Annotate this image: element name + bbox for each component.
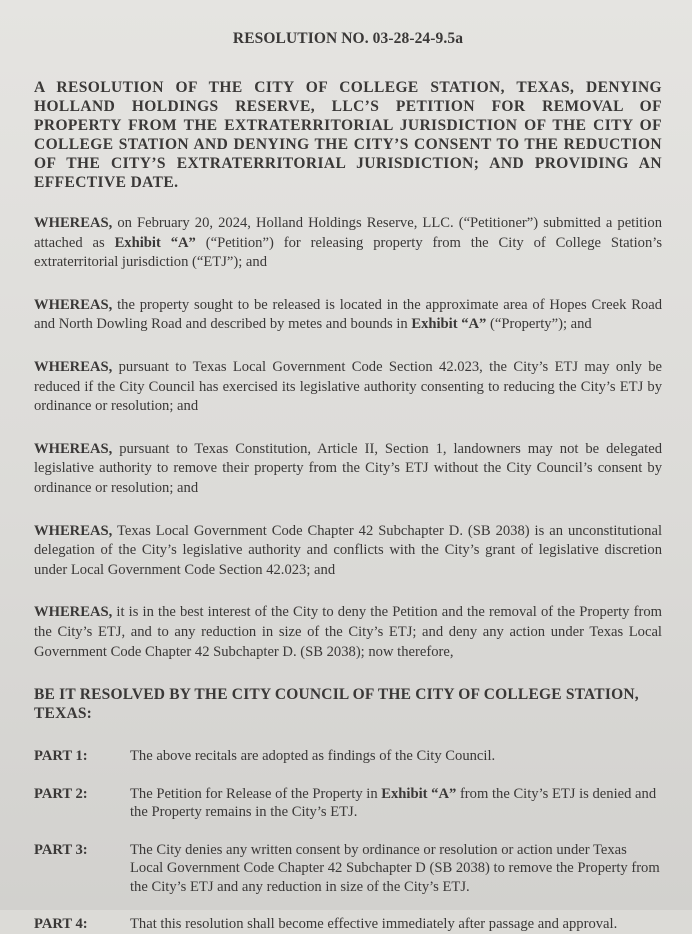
whereas-lead: WHEREAS, [34,440,113,457]
part-text-segment: That this resolution shall become effective immediately after passage and approval. [130,916,618,933]
part-3 [34,841,662,897]
whereas-lead: WHEREAS, [34,215,113,231]
whereas-text: it is in the best interest of the City to deny the Petition and the removal of the Property from the City’s ETJ, and to any reduction in size of the City’s ETJ; and deny any action under Texas Local Government Code Chapter 42 Subchapter D. (SB 2038); now therefore, [34,604,662,660]
part-2 [34,785,662,822]
part-text-segment: The City denies any written consent by ordinance or resolution or action under Texas Local Government Code Chapter 42 Subchapter D (SB 2038) to remove the Property from the City’s ETJ and any reduction in size of the City’s ETJ. [130,841,660,895]
part-text-segment: The Petition for Release of the Property in [130,785,382,802]
whereas-text: Texas Local Government Code Chapter 42 Subchapter D. (SB 2038) is an unconstitutional delegation of the City’s legislative authority and conflicts with the City’s grant of legislative discretion under Local Government Code Section 42.023; and [34,522,662,578]
part-label: PART 1: [34,748,88,765]
exhibit-reference: Exhibit “A” [411,316,487,333]
part-label: PART 4: [34,916,88,933]
part-text [130,841,662,897]
resolution-heading: A RESOLUTION OF THE CITY OF COLLEGE STATION, TEXAS, DENYING HOLLAND HOLDINGS RESERVE, LLC’S PETITION FOR REMOVAL OF PROPERTY FROM THE EXTRATERRITORIAL JURISDICTION OF THE CITY OF COLLEGE STATION AND DENYING THE CITY’S CONSENT TO THE REDUCTION OF THE CITY’S EXTRATERRITORIAL JURISDICTION; AND PROVIDING AN EFFECTIVE DATE. [34,79,662,191]
whereas-lead: WHEREAS, [34,296,113,313]
whereas-paragraph-3 [34,358,662,417]
part-text [130,747,662,766]
whereas-text: (“Property”); and [486,316,592,333]
whereas-text: on February 20, 2024, Holland Holdings Reserve, LLC. (“Petitioner”) submitted a petition attached as [34,215,662,251]
whereas-paragraph-1 [34,214,662,273]
whereas-paragraph-4 [34,440,662,499]
whereas-paragraph-2 [34,296,662,335]
whereas-text: the property sought to be released is located in the approximate area of Hopes Creek Road and North Dowling Road and described by metes and bounds in [34,296,662,333]
whereas-lead: WHEREAS, [34,522,113,539]
resolution-title: RESOLUTION NO. 03-28-24-9.5a [232,30,464,47]
whereas-text: (“Petition”) for releasing property from the City of College Station’s extraterritorial jurisdiction (“ETJ”); and [34,234,662,271]
part-text-segment: The above recitals are adopted as findings of the City Council. [130,748,496,765]
whereas-paragraph-5 [34,522,662,581]
part-label: PART 3: [34,841,88,858]
whereas-lead: WHEREAS, [34,358,113,375]
whereas-paragraph-6 [34,603,662,662]
resolved-clause: BE IT RESOLVED BY THE CITY COUNCIL OF THE CITY OF COLLEGE STATION, TEXAS: [34,686,639,723]
part-text [130,785,662,822]
whereas-lead: WHEREAS, [34,604,113,621]
whereas-text: pursuant to Texas Constitution, Article II, Section 1, landowners may not be delegated legislative authority to remove their property from the City’s ETJ without the City Council’s consent by ordinance or resolution; and [34,440,662,496]
part-label: PART 2: [34,785,88,802]
part-1 [34,747,662,766]
exhibit-reference: Exhibit “A” [114,234,196,251]
exhibit-reference: Exhibit “A” [381,785,457,802]
part-text-segment: from the City’s ETJ is denied and the Property remains in the City’s ETJ. [130,785,657,821]
part-4 [34,915,662,934]
part-text [130,915,662,934]
whereas-text: pursuant to Texas Local Government Code Section 42.023, the City’s ETJ may only be reduced if the City Council has exercised its legislative authority consenting to reducing the City’s ETJ by ordinance or resolution; and [34,358,662,415]
